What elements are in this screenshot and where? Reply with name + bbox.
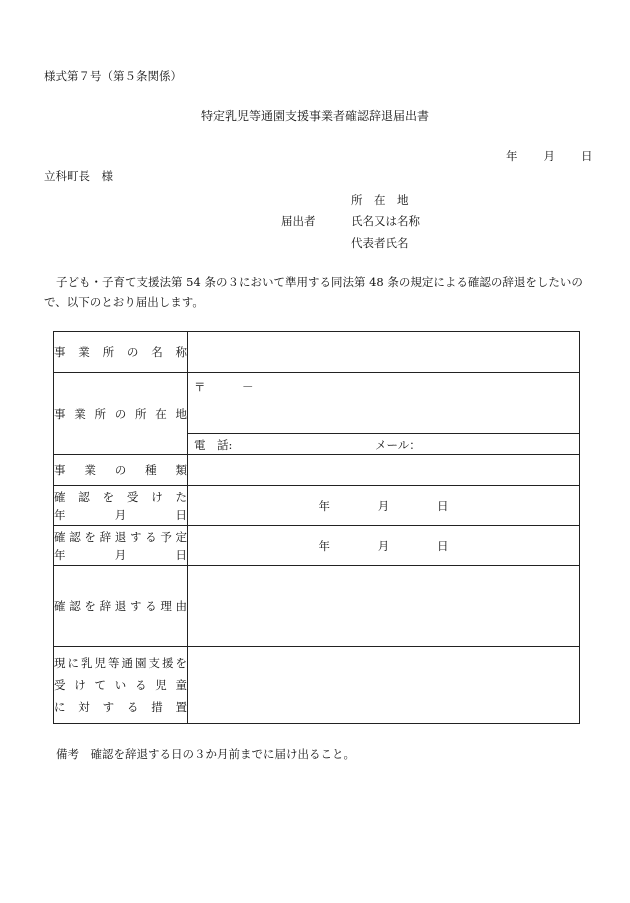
postal-area: [188, 373, 579, 433]
body-text: 子ども・子育て支援法第 54 条の３において準用する同法第 48 条の規定による確認の辞退をしたいので、以下のとおり届出します。: [44, 275, 583, 309]
label-char: 事: [54, 463, 66, 477]
label-chars: [54, 462, 187, 478]
document-title: 特定乳児等通園支援事業者確認辞退届出書: [200, 109, 429, 123]
label-char: 援: [162, 656, 174, 670]
confirmed-date-label: [54, 486, 188, 526]
remarks-note: 備考 確認を辞退する日の３か月前までに届け出ること。: [56, 747, 355, 761]
label-char: 退: [114, 599, 127, 613]
business-type-field[interactable]: [188, 455, 580, 486]
label-char: に: [54, 700, 66, 714]
label-char: 年: [54, 547, 66, 562]
label-char: 児: [155, 678, 167, 692]
facility-name-field[interactable]: [188, 332, 580, 373]
row-facility-address: [54, 373, 580, 434]
label-char: 事: [54, 345, 66, 359]
label-char: 日: [175, 547, 187, 562]
label-char: す: [129, 529, 142, 544]
label-char: 称: [175, 345, 187, 359]
withdraw-date-label: [54, 526, 188, 566]
label-char: 業: [74, 406, 86, 421]
label-char: 認: [69, 529, 81, 544]
label-char: を: [102, 489, 115, 504]
reason-field[interactable]: [188, 566, 580, 647]
label-char: を: [84, 529, 96, 544]
label-char: 等: [108, 656, 120, 670]
label-char: い: [114, 678, 127, 692]
reason-label: [54, 566, 188, 647]
addressee: 立科町長 様: [44, 169, 113, 183]
label-char: 支: [148, 656, 160, 670]
label-char: に: [67, 656, 79, 670]
label-char: て: [94, 678, 106, 692]
label-char: 月: [114, 547, 127, 562]
label-char: 理: [160, 599, 172, 613]
label-char: 置: [175, 700, 187, 714]
label-char: 乳: [81, 656, 93, 670]
label-char: 確: [54, 489, 66, 504]
label-line: [54, 546, 187, 564]
row-withdraw-date: [54, 526, 580, 566]
label-char: 定: [175, 529, 187, 544]
label-char: 所: [135, 406, 147, 421]
label-char: 業: [78, 345, 90, 359]
date-year: 年: [506, 149, 518, 163]
label-line: [54, 652, 187, 674]
label-char: 業: [84, 463, 96, 477]
facility-address-label: [54, 373, 188, 455]
label-char: す: [102, 700, 115, 714]
label-char: 月: [114, 507, 127, 522]
postal-mark: 〒: [194, 380, 206, 394]
label-line: [54, 696, 187, 718]
unit-year: 年: [318, 498, 330, 513]
label-chars: [54, 344, 187, 360]
label-char: 退: [114, 529, 127, 544]
label-char: 事: [54, 406, 66, 421]
row-business-type: [54, 455, 580, 486]
phone-label: 電 話:: [194, 438, 233, 452]
label-char: 通: [121, 656, 133, 670]
label-char: 認: [69, 599, 81, 613]
label-char: の: [114, 463, 127, 477]
date-units: [319, 538, 449, 554]
notifier-label: 届出者: [281, 214, 316, 228]
contact-line: [188, 434, 579, 454]
label-char: を: [84, 599, 96, 613]
contact-field[interactable]: [188, 434, 580, 455]
submission-date: [506, 148, 593, 164]
label-char: け: [74, 678, 86, 692]
measures-label: [54, 647, 188, 724]
notifier-representative-label: 代表者氏名: [351, 236, 409, 250]
form-number: 様式第７号（第５条関係）: [44, 69, 182, 83]
label-char: 日: [175, 507, 187, 522]
postal-dash: －: [242, 380, 254, 394]
label-char: 確: [54, 529, 66, 544]
label-char: 受: [126, 489, 139, 504]
label-line: [54, 674, 187, 696]
label-char: の: [114, 406, 127, 421]
notifier-address-label: 所 在 地: [351, 193, 409, 207]
business-type-label: [54, 455, 188, 486]
label-char: 由: [175, 599, 187, 613]
label-char: る: [145, 599, 157, 613]
label-char: 児: [94, 656, 106, 670]
notifier-name-label: 氏名又は名称: [351, 214, 420, 228]
withdraw-date-field[interactable]: [188, 526, 580, 566]
label-line: [54, 528, 187, 546]
label-chars: [54, 598, 187, 614]
label-char: を: [175, 656, 187, 670]
label-char: た: [175, 489, 187, 504]
row-confirmed-date: [54, 486, 580, 526]
label-char: 認: [78, 489, 90, 504]
date-day: 日: [581, 149, 593, 163]
label-char: 対: [78, 700, 90, 714]
row-reason: [54, 566, 580, 647]
label-char: の: [126, 345, 139, 359]
label-line: [54, 488, 187, 506]
label-char: 受: [54, 678, 66, 692]
label-char: る: [145, 529, 157, 544]
label-char: 在: [155, 406, 167, 421]
confirmed-date-field[interactable]: [188, 486, 580, 526]
unit-day: 日: [437, 538, 449, 553]
label-char: 童: [175, 678, 187, 692]
measures-field[interactable]: [188, 647, 580, 724]
date-month: 月: [543, 149, 555, 163]
label-char: 種: [145, 463, 157, 477]
label-line: [54, 506, 187, 524]
label-char: 措: [151, 700, 163, 714]
label-char: る: [135, 678, 147, 692]
unit-month: 月: [377, 498, 390, 513]
label-char: 現: [54, 656, 66, 670]
label-char: 辞: [99, 529, 112, 544]
unit-month: 月: [377, 538, 390, 553]
unit-year: 年: [318, 538, 330, 553]
label-char: す: [129, 599, 142, 613]
application-table: [53, 331, 580, 724]
unit-day: 日: [437, 498, 449, 513]
label-char: 所: [94, 406, 106, 421]
label-char: 類: [175, 463, 187, 477]
label-char: 名: [151, 345, 163, 359]
label-char: 所: [102, 345, 115, 359]
label-char: 辞: [99, 599, 112, 613]
label-char: 確: [54, 599, 66, 613]
label-char: 地: [175, 406, 187, 421]
label-char: 園: [135, 656, 147, 670]
label-char: け: [151, 489, 163, 504]
row-measures: [54, 647, 580, 724]
date-units: [319, 498, 449, 514]
label-char: 予: [160, 529, 172, 544]
mail-label: メール：: [375, 438, 421, 452]
row-facility-name: [54, 332, 580, 373]
facility-name-label: [54, 332, 188, 373]
label-chars: [54, 406, 187, 422]
label-char: 年: [54, 507, 66, 522]
label-char: る: [126, 700, 139, 714]
facility-address-field[interactable]: [188, 373, 580, 434]
